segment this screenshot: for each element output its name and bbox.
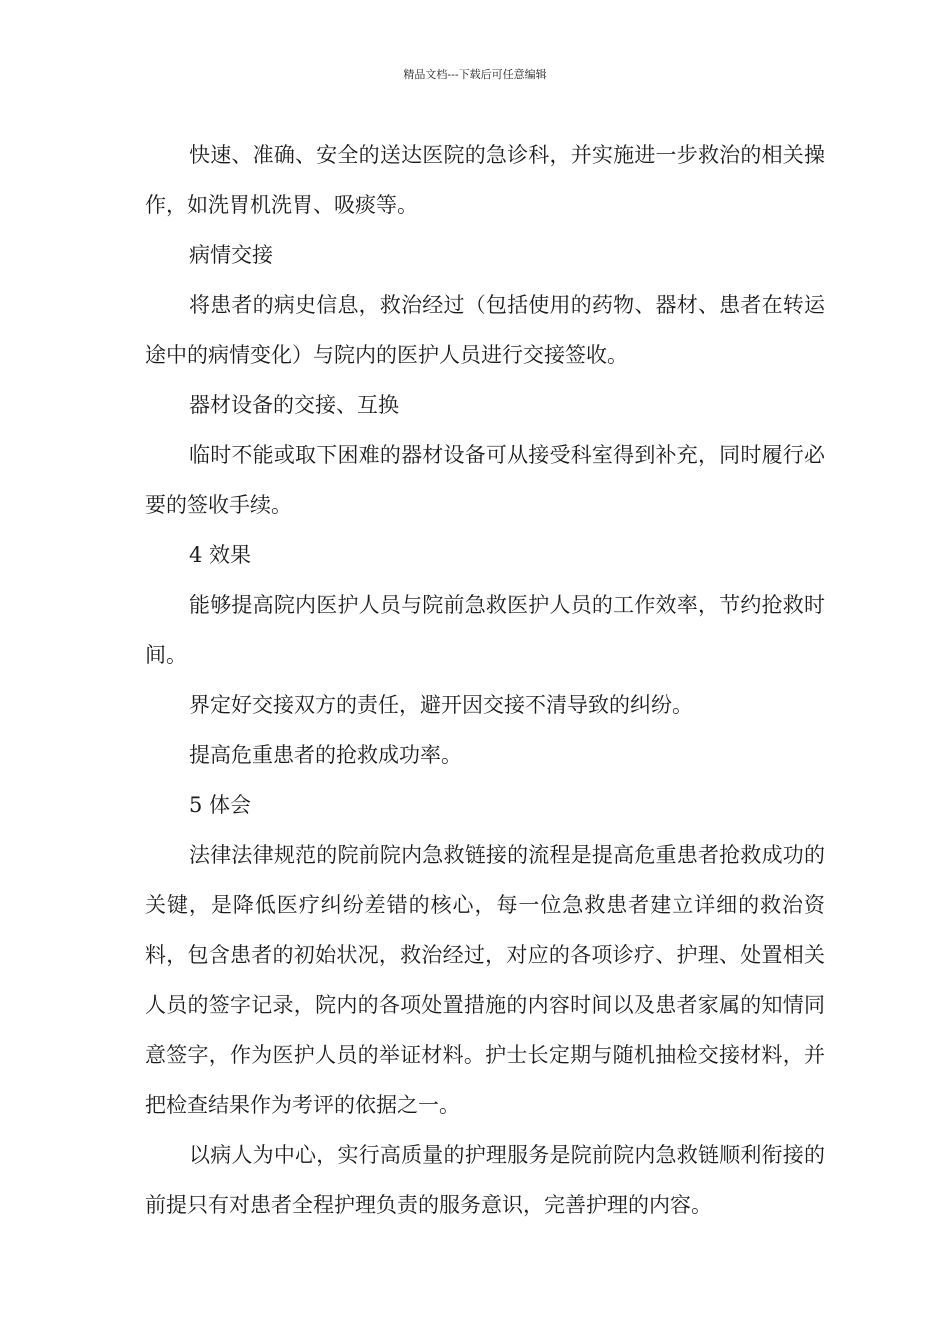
paragraph: 界定好交接双方的责任，避开因交接不清导致的纠纷。 bbox=[189, 693, 693, 717]
paragraph: 临时不能或取下困难的器材设备可从接受科室得到补充，同时履行必要的签收手续。 bbox=[145, 443, 825, 517]
section-heading: 器材设备的交接、互换 bbox=[189, 393, 399, 417]
paragraph: 以病人为中心，实行高质量的护理服务是院前院内急救链顺利衔接的前提只有对患者全程护理负责的服务意识，完善护理的内容。 bbox=[145, 1143, 825, 1217]
section-heading: 病情交接 bbox=[189, 243, 273, 267]
section-heading: 5 体会 bbox=[189, 793, 252, 817]
page-header: 精品文档---下载后可任意编辑 bbox=[403, 68, 547, 81]
document-body bbox=[145, 130, 825, 1230]
paragraph: 法律法律规范的院前院内急救链接的流程是提高危重患者抢救成功的关键，是降低医疗纠纷差错的核心，每一位急救患者建立详细的救治资料，包含患者的初始状况，救治经过，对应的各项诊疗、护理、处置相关人员的签字记录，院内的各项处置措施的内容时间以及患者家属的知情同意签字，作为医护人员的举证材料。护士长定期与随机抽检交接材料，并把检查结果作为考评的依据之一。 bbox=[145, 843, 825, 1117]
paragraph: 将患者的病史信息，救治经过（包括使用的药物、器材、患者在转运途中的病情变化）与院内的医护人员进行交接签收。 bbox=[145, 293, 825, 367]
paragraph: 提高危重患者的抢救成功率。 bbox=[189, 743, 462, 767]
paragraph: 能够提高院内医护人员与院前急救医护人员的工作效率，节约抢救时间。 bbox=[145, 593, 825, 667]
section-heading: 4 效果 bbox=[189, 543, 252, 567]
paragraph: 快速、准确、安全的送达医院的急诊科，并实施进一步救治的相关操作，如洗胃机洗胃、吸痰等。 bbox=[145, 143, 825, 217]
